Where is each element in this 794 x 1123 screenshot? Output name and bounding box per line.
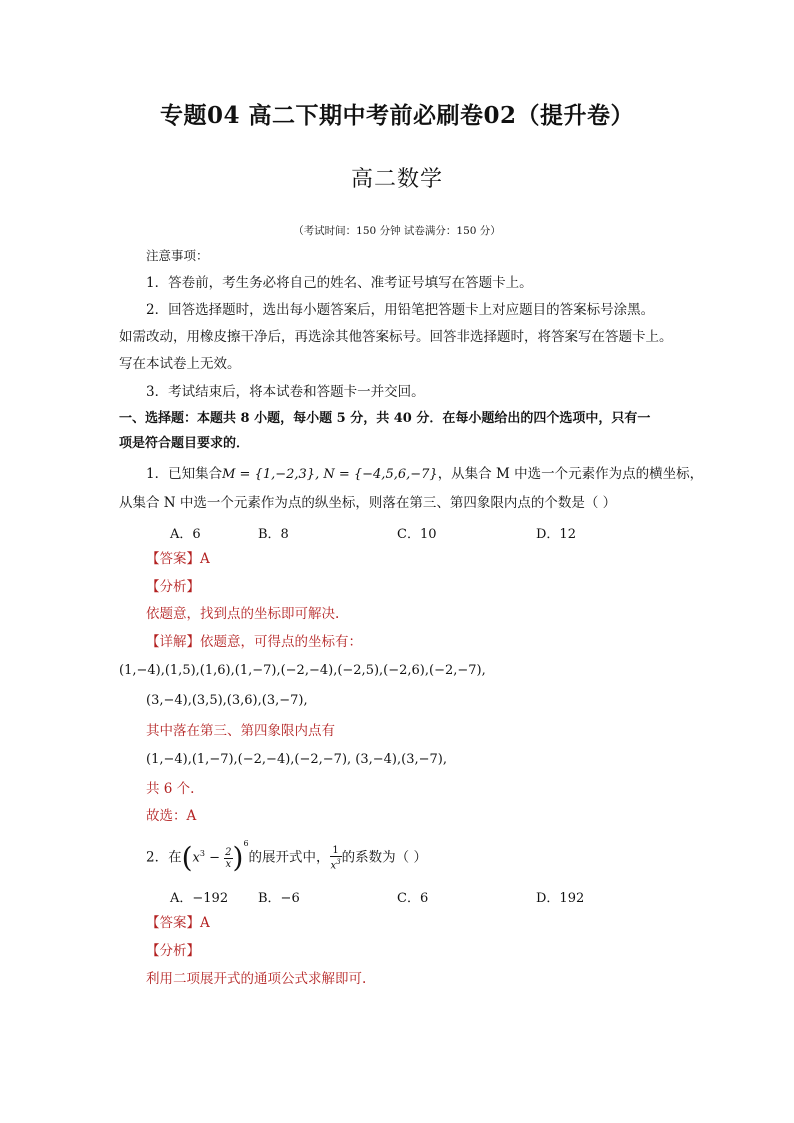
- q1-points-line3: (1,−4),(1,−7),(−2,−4),(−2,−7), (3,−4),(3,−7),: [146, 752, 447, 767]
- q2-outer-exp: 6: [243, 839, 249, 848]
- q2-option-d: D．192: [536, 891, 585, 906]
- q2-stem-mid: 的展开式中，: [248, 849, 330, 866]
- q1-detail: [146, 632, 362, 652]
- q2-frac-num: 2: [225, 846, 232, 858]
- q1-points-line1: (1,−4),(1,5),(1,6),(1,−7),(−2,−4),(−2,5),(−2,6),(−2,−7),: [119, 663, 486, 678]
- q1-total: 共 6 个.: [146, 781, 195, 797]
- q1-option-d: D．12: [536, 527, 576, 542]
- notice-heading: 注意事项：: [146, 248, 209, 263]
- q1-answer: 【答案】A: [146, 551, 210, 567]
- q1-choice: 故选：A: [146, 808, 197, 824]
- q1-option-a: A．6: [170, 527, 201, 542]
- q2-analysis-label: 【分析】: [146, 943, 200, 959]
- q1-analysis-label: 【分析】: [146, 579, 200, 595]
- q2-right-paren: ): [232, 841, 244, 874]
- exam-meta: （考试时间：150 分钟 试卷满分：150 分）: [293, 225, 501, 237]
- q1-detail-label: 【详解】: [146, 634, 200, 650]
- q2-stem: [146, 836, 427, 876]
- q1-points-line2: (3,−4),(3,5),(3,6),(3,−7),: [146, 693, 308, 708]
- q1-stem-post: ，从集合 M 中选一个元素作为点的横坐标，: [437, 466, 704, 482]
- section-heading: 一、选择题：本题共 8 小题，每小题 5 分，共 40 分．在每小题给出的四个选项中，只有一: [119, 411, 651, 426]
- q2-x: x: [192, 850, 200, 866]
- notice-item-1: 1．答卷前，考生务必将自己的姓名、准考证号填写在答题卡上。: [146, 275, 533, 291]
- q2-coef-den-exp: 3: [336, 857, 341, 866]
- q1-option-b: B．8: [258, 527, 289, 542]
- q2-left-paren: (: [181, 841, 193, 874]
- q2-option-b: B．−6: [258, 891, 300, 906]
- q2-number: 2．在: [146, 849, 182, 866]
- q1-stem-pre: 1．已知集合: [146, 466, 223, 482]
- page-subtitle: 高二数学: [350, 167, 443, 192]
- q2-minus: −: [204, 850, 225, 866]
- q2-coef-den: [330, 857, 342, 871]
- q1-detail-text: 依题意，可得点的坐标有：: [200, 634, 362, 650]
- q2-analysis: 利用二项展开式的通项公式求解即可.: [146, 971, 367, 987]
- q1-analysis: 依题意，找到点的坐标即可解决.: [146, 606, 340, 622]
- notice-item-2-end: 写在本试卷上无效。: [119, 356, 241, 372]
- q2-coef-den-x: x: [330, 860, 337, 872]
- q1-stem-line2: 从集合 N 中选一个元素作为点的纵坐标，则落在第三、第四象限内点的个数是（ ）: [119, 495, 617, 511]
- notice-item-3: 3．考试结束后，将本试卷和答题卡一并交回。: [146, 384, 425, 400]
- q2-frac-den: x: [225, 858, 232, 870]
- q1-among: 其中落在第三、第四象限内点有: [146, 723, 335, 739]
- q2-stem-post: 的系数为（ ）: [341, 849, 427, 866]
- q2-option-c: C．6: [397, 891, 429, 906]
- q1-stem: [146, 464, 703, 485]
- q2-x-exp: 3: [199, 849, 205, 858]
- q2-option-a: A．−192: [170, 891, 229, 906]
- notice-item-2: 2．回答选择题时，选出每小题答案后，用铅笔把答题卡上对应题目的答案标号涂黑。: [146, 302, 655, 318]
- q1-option-c: C．10: [397, 527, 437, 542]
- q2-fraction: [224, 847, 232, 870]
- q1-sets: M = {1,−2,3}, N = {−4,5,6,−7}: [222, 467, 438, 482]
- section-heading-cont: 项是符合题目要求的．: [119, 436, 250, 451]
- q2-answer: 【答案】A: [146, 915, 210, 931]
- q2-coef-fraction: [330, 845, 342, 871]
- notice-item-2-cont: 如需改动，用橡皮擦干净后，再选涂其他答案标号。回答非选择题时，将答案写在答题卡上。: [119, 329, 673, 345]
- q2-coef-num: 1: [330, 845, 342, 857]
- page-title: 专题04 高二下期中考前必刷卷02（提升卷）: [159, 102, 635, 129]
